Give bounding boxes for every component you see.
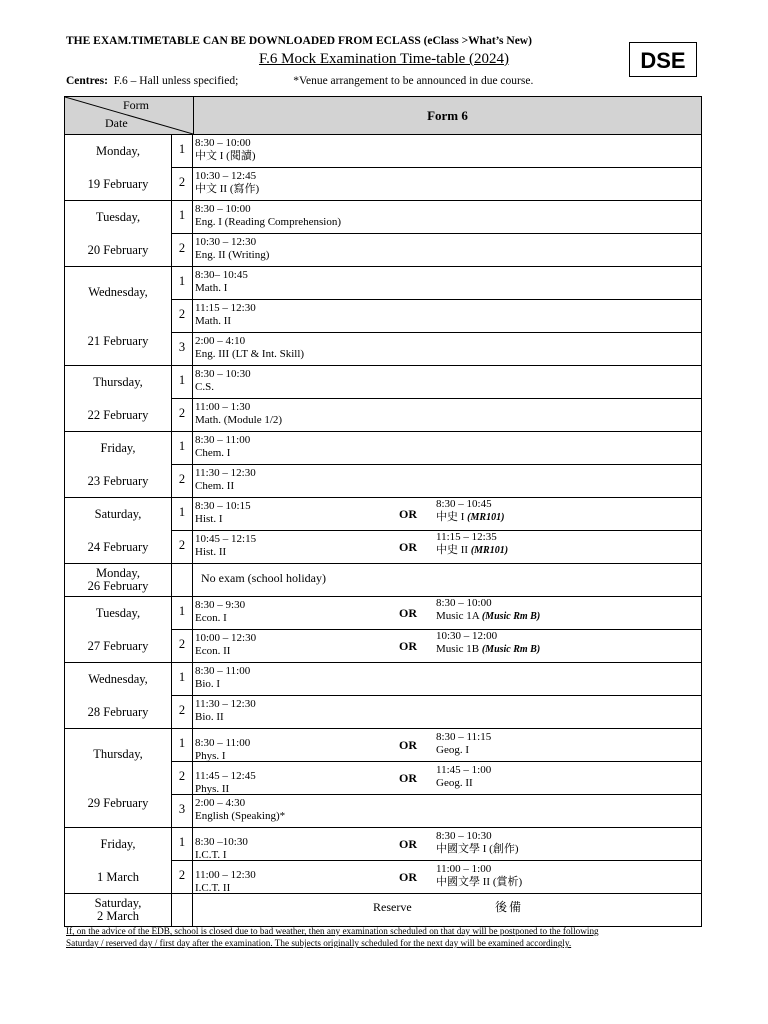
alt-time: 8:30 – 10:45 [436,498,492,510]
paper-subject: Econ. II [195,645,231,657]
day-row [65,597,701,663]
session-number: 2 [172,531,193,563]
paper-subject: 中文 II (寫作) [195,183,260,195]
day-name: Monday, [96,144,140,159]
paper [195,269,248,295]
paper-time: 11:45 – 12:45 [195,770,256,782]
date-cell [65,432,172,497]
centres-label: Centres: [66,75,108,87]
session-number: 3 [172,333,193,365]
session-row [172,465,701,497]
session-body [193,234,701,266]
no-exam-note: No exam (school holiday) [201,571,326,585]
alt-subject: 中史 I [436,511,465,523]
day-row [65,201,701,267]
alt-subject-line [436,643,540,656]
date-cell [65,201,172,266]
date-cell [65,135,172,200]
paper [195,599,245,625]
sessions [172,597,701,662]
date-cell [65,267,172,365]
footer-line-1: If, on the advice of the EDB, school is closed due to bad weather, then any examination scheduled on that day will be postponed to the following [66,926,599,936]
special-row [172,894,701,926]
day-row [65,564,701,597]
alt-subject-line [436,876,522,889]
paper [195,869,256,895]
paper-subject: Bio. II [195,711,224,723]
paper-subject: I.C.T. II [195,882,231,894]
paper-time: 11:00 – 12:30 [195,869,256,881]
alt-time: 10:30 – 12:00 [436,630,498,642]
session-body [193,366,701,398]
session-number: 2 [172,300,193,332]
session-number: 1 [172,201,193,233]
session-number: 1 [172,663,193,695]
session-body [193,795,701,827]
paper-subject: Math. II [195,315,232,327]
session-body [193,729,701,761]
alt-subject: 中國文學 II (賞析) [436,876,523,888]
sessions [172,135,701,200]
col-date-label: Date [105,116,128,130]
session-body [193,300,701,332]
session-number: 1 [172,432,193,464]
alt-subject: 中史 II [436,544,469,556]
paper [195,665,250,691]
session-number-blank [172,894,193,926]
session-number-blank [172,564,193,596]
paper-time: 10:30 – 12:30 [195,236,257,248]
sessions [172,663,701,728]
form-date-corner [65,97,194,134]
paper [195,137,256,163]
date-cell [65,597,172,662]
session-row [172,762,701,795]
session-body [193,135,701,167]
special-row [172,564,701,596]
session-body [193,696,701,728]
session-body [193,432,701,464]
paper-subject: Bio. I [195,678,221,690]
session-body [193,597,701,629]
session-number: 1 [172,267,193,299]
footer-note [66,925,599,949]
session-body [193,399,701,431]
session-body [193,531,701,563]
paper-time: 2:00 – 4:30 [195,797,246,809]
alt-time: 11:15 – 12:35 [436,531,497,543]
paper-subject: Phys. I [195,750,226,762]
sessions [172,894,701,926]
alt-paper [436,764,491,790]
paper-time: 10:45 – 12:15 [195,533,257,545]
sessions [172,498,701,563]
alt-subject-line [436,610,540,623]
session-number: 2 [172,630,193,662]
dse-badge: DSE [629,42,697,77]
paper-subject: I.C.T. I [195,849,227,861]
day-date: 29 February [87,795,149,810]
paper [195,434,250,460]
session-body [193,861,701,893]
paper-subject: Econ. I [195,612,227,624]
centres-text: F.6 – Hall unless specified; [113,75,239,87]
title-text: F.6 Mock Examination Time-table (2024) [258,51,510,67]
session-number: 2 [172,696,193,728]
session-row [172,696,701,728]
paper [195,770,256,796]
day-row [65,366,701,432]
day-row [65,498,701,564]
paper-subject: Hist. II [195,546,227,558]
alt-subject: 中國文學 I (創作) [436,843,519,855]
session-body [193,498,701,530]
day-date: 19 February [87,176,149,191]
paper-time: 8:30– 10:45 [195,269,248,281]
day-name: Monday, [96,566,140,580]
alt-paper [436,498,504,524]
session-body [193,267,701,299]
session-row [172,432,701,465]
paper-subject: Phys. II [195,783,230,795]
paper-time: 8:30 –10:30 [195,836,248,848]
or-label: OR [399,771,417,785]
alt-subject: Music 1A [436,610,480,622]
sessions [172,729,701,827]
session-row [172,729,701,762]
download-notice: THE EXAM.TIMETABLE CAN BE DOWNLOADED FROM ECLASS (eClass >What’s New) [66,35,532,47]
session-number: 1 [172,498,193,530]
session-row [172,300,701,333]
or-label: OR [399,639,417,653]
session-number: 2 [172,861,193,893]
paper-subject: Chem. II [195,480,235,492]
day-name: Wednesday, [88,284,148,299]
paper-time: 8:30 – 10:15 [195,500,251,512]
session-number: 2 [172,762,193,794]
paper-subject: C.S. [195,381,214,393]
paper-subject: Eng. III (LT & Int. Skill) [195,348,305,360]
paper-subject: Math. (Module 1/2) [195,414,283,426]
sessions [172,828,701,893]
day-date: 1 March [97,869,139,884]
day-date: 26 February [87,579,149,593]
date-cell [65,564,172,596]
day-name: Tuesday, [95,210,141,225]
sessions [172,366,701,431]
paper-time: 8:30 – 9:30 [195,599,246,611]
session-number: 1 [172,135,193,167]
special-body [193,894,701,926]
session-body [193,663,701,695]
paper [195,335,304,361]
sessions [172,267,701,365]
special-body [193,564,701,596]
alt-subject: Geog. I [436,744,469,756]
session-row [172,234,701,266]
alt-subject: Music 1B [436,643,480,655]
alt-venue: (Music Rm B) [481,644,541,655]
session-row [172,597,701,630]
alt-subject-line [436,843,519,856]
paper-time: 8:30 – 11:00 [195,665,251,677]
day-row [65,432,701,498]
session-body [193,630,701,662]
session-body [193,828,701,860]
day-row [65,135,701,201]
timetable [64,96,702,927]
or-label: OR [399,540,417,554]
session-number: 2 [172,168,193,200]
alt-venue: (MR101) [467,512,505,523]
date-cell [65,498,172,563]
centres-line [66,75,533,87]
session-row [172,861,701,893]
alt-time: 8:30 – 11:15 [436,731,492,743]
paper-time: 11:00 – 1:30 [195,401,251,413]
session-number: 3 [172,795,193,827]
or-label: OR [399,837,417,851]
date-cell [65,828,172,893]
session-row [172,795,701,827]
day-row [65,828,701,894]
date-cell [65,663,172,728]
day-name: Thursday, [93,746,143,761]
session-number: 1 [172,729,193,761]
alt-venue: (MR101) [470,545,509,556]
session-body [193,201,701,233]
paper-subject: English (Speaking)* [195,810,286,822]
paper-time: 8:30 – 10:00 [195,203,251,215]
paper [195,737,250,763]
paper-time: 10:00 – 12:30 [195,632,257,644]
paper [195,170,259,196]
alt-time: 11:00 – 1:00 [436,863,492,875]
alt-subject-line [436,544,508,557]
day-date: 28 February [87,704,149,719]
alt-paper [436,597,540,623]
page-title [0,51,768,68]
day-row [65,894,701,926]
day-date: 27 February [87,638,149,653]
date-cell [65,366,172,431]
paper [195,368,251,394]
paper-time: 11:30 – 12:30 [195,698,256,710]
session-row [172,498,701,531]
footer-line-2: Saturday / reserved day / first day after the examination. The subjects originally scheduled for the next day will be examined accordingly. [66,938,572,948]
paper [195,236,269,262]
form-heading: Form 6 [194,97,701,134]
paper [195,467,256,493]
session-row [172,531,701,563]
paper-time: 10:30 – 12:45 [195,170,257,182]
session-row [172,630,701,662]
session-body [193,465,701,497]
alt-subject-line [436,744,491,757]
day-name: Saturday, [94,507,142,522]
reserve-label-zh: 後備 [495,900,524,914]
paper [195,500,251,526]
sessions [172,432,701,497]
venue-note: *Venue arrangement to be announced in due course. [293,75,534,87]
session-number: 2 [172,234,193,266]
session-row [172,663,701,696]
alt-time: 8:30 – 10:30 [436,830,492,842]
alt-subject: Geog. II [436,777,473,789]
paper-time: 8:30 – 10:00 [195,137,251,149]
session-row [172,333,701,365]
session-number: 1 [172,366,193,398]
reserve-label: Reserve [373,900,412,914]
session-number: 2 [172,399,193,431]
session-body [193,168,701,200]
alt-venue: (Music Rm B) [481,611,541,622]
day-date: 21 February [87,333,149,348]
paper-time: 8:30 – 10:30 [195,368,251,380]
session-row [172,366,701,399]
paper-subject: Eng. II (Writing) [195,249,270,261]
date-cell [65,894,172,926]
day-date: 23 February [87,473,149,488]
session-number: 2 [172,465,193,497]
paper-subject: Chem. I [195,447,231,459]
day-date: 2 March [97,909,139,923]
session-row [172,201,701,234]
table-header [65,97,701,135]
session-number: 1 [172,828,193,860]
session-row [172,399,701,431]
session-row [172,168,701,200]
session-row [172,135,701,168]
alt-paper [436,731,491,757]
day-name: Saturday, [94,896,142,910]
day-date: 22 February [87,407,149,422]
date-cell [65,729,172,827]
paper-time: 8:30 – 11:00 [195,737,251,749]
paper-subject: Eng. I (Reading Comprehension) [195,216,342,228]
day-name: Wednesday, [88,672,148,687]
alt-paper [436,531,508,557]
paper [195,797,285,823]
day-row [65,729,701,828]
alt-paper [436,630,540,656]
paper-time: 11:30 – 12:30 [195,467,256,479]
paper [195,203,341,229]
day-row [65,267,701,366]
sessions [172,564,701,596]
day-name: Tuesday, [95,606,141,621]
day-date: 20 February [87,242,149,257]
paper-subject: 中文 I (閱讀) [195,150,256,162]
alt-time: 11:45 – 1:00 [436,764,492,776]
session-row [172,828,701,861]
paper [195,836,248,862]
session-body [193,333,701,365]
session-number: 1 [172,597,193,629]
alt-paper [436,830,519,856]
paper-time: 8:30 – 11:00 [195,434,251,446]
paper [195,632,256,658]
sessions [172,201,701,266]
paper-time: 11:15 – 12:30 [195,302,256,314]
day-row [65,663,701,729]
session-row [172,267,701,300]
or-label: OR [399,870,417,884]
paper [195,302,256,328]
paper [195,698,256,724]
or-label: OR [399,606,417,620]
day-name: Friday, [100,837,136,852]
session-body [193,762,701,794]
days-body [65,135,701,926]
day-name: Friday, [100,441,136,456]
or-label: OR [399,738,417,752]
paper-subject: Hist. I [195,513,223,525]
day-date: 24 February [87,539,149,554]
alt-subject-line [436,511,504,524]
alt-time: 8:30 – 10:00 [436,597,492,609]
paper-subject: Math. I [195,282,228,294]
alt-subject-line [436,777,491,790]
col-form-label: Form [123,98,150,112]
day-name: Thursday, [93,375,143,390]
or-label: OR [399,507,417,521]
paper [195,533,256,559]
alt-paper [436,863,522,889]
paper [195,401,282,427]
paper-time: 2:00 – 4:10 [195,335,246,347]
